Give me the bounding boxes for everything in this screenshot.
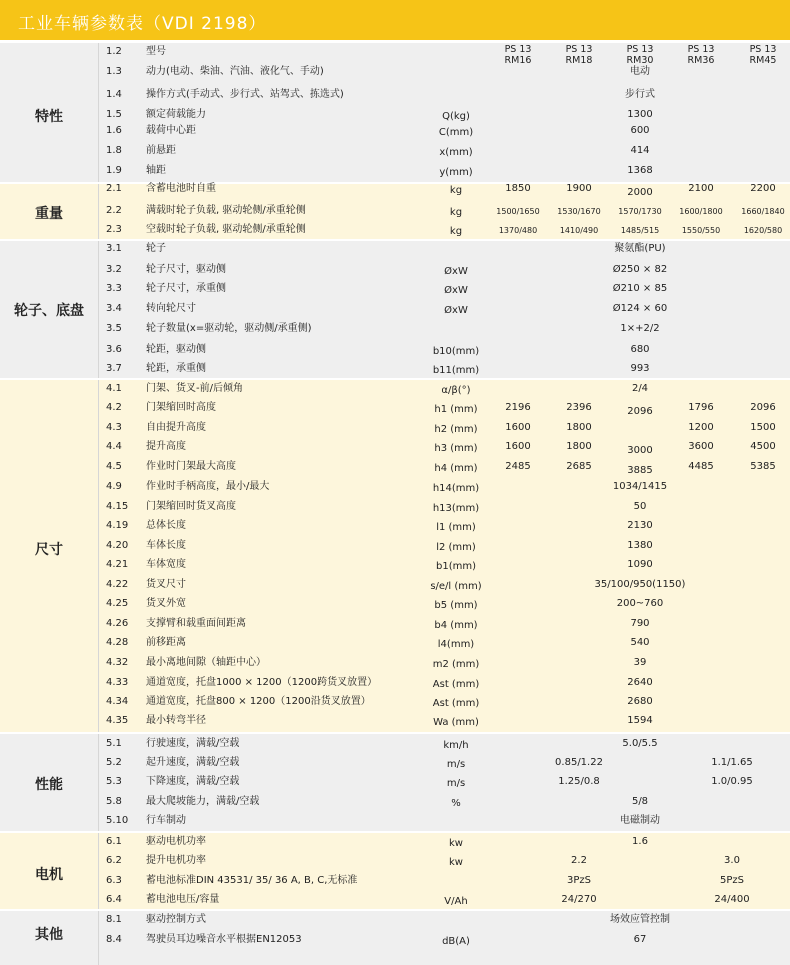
label-divider <box>98 910 99 965</box>
row-number: 1.2 <box>106 46 122 57</box>
row-number: 6.2 <box>106 855 122 866</box>
row-number: 3.6 <box>106 344 122 355</box>
row-item: 行车制动 <box>146 815 186 826</box>
row-item: 含蓄电池时自重 <box>146 183 216 194</box>
row-value: 1200 <box>688 422 714 433</box>
row-value: 步行式 <box>625 89 655 100</box>
row-item: 门架缩回时高度 <box>146 402 216 413</box>
row-value: 聚氨酯(PU) <box>614 243 666 254</box>
row-item: 轮子尺寸，承重侧 <box>146 283 226 294</box>
row-number: 4.25 <box>106 598 129 609</box>
row-value: 600 <box>630 125 650 136</box>
section-label: 尺寸 <box>35 542 63 558</box>
row-item: 车体长度 <box>146 540 186 551</box>
row-item: 轮距，驱动侧 <box>146 344 206 355</box>
row-value: 2096 <box>750 402 776 413</box>
row-item: 转向轮尺寸 <box>146 303 196 314</box>
row-value: 5385 <box>750 461 776 472</box>
row-number: 4.4 <box>106 441 122 452</box>
row-number: 4.20 <box>106 540 129 551</box>
row-value: 2200 <box>750 183 776 194</box>
row-item: 最小离地间隙（轴距中心） <box>146 657 266 668</box>
model-line1: PS 13 <box>687 44 715 55</box>
row-item: 通道宽度，托盘1000 × 1200（1200跨货叉放置） <box>146 677 378 688</box>
row-unit: b4 (mm) <box>434 620 478 631</box>
row-value: 电磁制动 <box>620 815 660 826</box>
row-unit: b1(mm) <box>436 561 476 572</box>
row-number: 4.3 <box>106 422 122 433</box>
row-item: 提升电机功率 <box>146 855 206 866</box>
row-unit: kg <box>449 226 463 237</box>
row-value: 680 <box>630 344 650 355</box>
row-item: 自由提升高度 <box>146 422 206 433</box>
row-number: 1.4 <box>106 89 122 100</box>
label-divider <box>98 42 99 183</box>
model-header <box>735 44 790 66</box>
row-unit: m/s <box>446 759 466 770</box>
row-value: 2196 <box>505 402 531 413</box>
row-unit: km/h <box>443 740 469 751</box>
row-value: 5.0/5.5 <box>622 738 658 749</box>
row-number: 4.9 <box>106 481 122 492</box>
label-divider <box>98 733 99 832</box>
row-item: 货叉外宽 <box>146 598 186 609</box>
row-item: 蓄电池电压/容量 <box>146 894 220 905</box>
row-item: 门架缩回时货叉高度 <box>146 501 236 512</box>
row-value: 67 <box>633 934 647 945</box>
row-value: 790 <box>630 618 650 629</box>
row-item: 驱动控制方式 <box>146 914 206 925</box>
row-unit: α/β(°) <box>441 385 471 396</box>
row-item: 轮距，承重侧 <box>146 363 206 374</box>
row-value: 1090 <box>627 559 653 570</box>
row-value: 1660/1840 <box>741 207 785 216</box>
row-unit: ØxW <box>444 285 468 296</box>
row-item: 操作方式(手动式、步行式、站驾式、拣选式) <box>146 89 344 100</box>
row-unit: b11(mm) <box>432 365 480 376</box>
section-separator <box>0 732 790 734</box>
row-unit: Ast (mm) <box>432 698 480 709</box>
section-label: 其他 <box>35 927 63 943</box>
model-line1: PS 13 <box>504 44 532 55</box>
row-item: 额定荷载能力 <box>146 109 206 120</box>
row-unit: l1 (mm) <box>436 522 476 533</box>
model-header <box>612 44 668 66</box>
row-item: 载荷中心距 <box>146 125 196 136</box>
row-item: 动力(电动、柴油、汽油、液化气、手动) <box>146 66 324 77</box>
row-item: 通道宽度，托盘800 × 1200（1200沿货叉放置） <box>146 696 371 707</box>
row-number: 6.1 <box>106 836 122 847</box>
row-value: 2685 <box>566 461 592 472</box>
row-value: 24/270 <box>561 894 597 905</box>
row-unit: kg <box>449 185 463 196</box>
row-value: 540 <box>630 637 650 648</box>
row-number: 4.35 <box>106 715 129 726</box>
row-item: 作业时门架最大高度 <box>146 461 236 472</box>
section-separator <box>0 909 790 911</box>
row-number: 2.3 <box>106 224 122 235</box>
row-item: 蓄电池标准DIN 43531/ 35/ 36 A, B, C,无标准 <box>146 875 358 886</box>
row-number: 5.2 <box>106 757 122 768</box>
row-value: 50 <box>633 501 647 512</box>
row-value: 电动 <box>630 66 650 77</box>
row-value: 2/4 <box>631 383 649 394</box>
row-number: 8.4 <box>106 934 122 945</box>
row-value: 2680 <box>627 696 653 707</box>
section-separator <box>0 831 790 833</box>
row-number: 4.33 <box>106 677 129 688</box>
row-value: 1.25/0.8 <box>558 776 600 787</box>
row-value: 1.0/0.95 <box>711 776 753 787</box>
model-line1: PS 13 <box>749 44 777 55</box>
row-number: 5.1 <box>106 738 122 749</box>
row-number: 4.28 <box>106 637 129 648</box>
row-value: 1600/1800 <box>679 207 723 216</box>
row-value: 1850 <box>505 183 531 194</box>
row-item: 空载时轮子负载, 驱动轮侧/承重轮侧 <box>146 224 306 235</box>
row-value: 3000 <box>627 445 653 456</box>
row-unit: dB(A) <box>442 936 470 947</box>
row-unit: s/e/l (mm) <box>430 581 482 592</box>
row-unit: h4 (mm) <box>434 463 478 474</box>
label-divider <box>98 240 99 379</box>
row-unit: y(mm) <box>439 167 473 178</box>
row-unit: Ast (mm) <box>432 679 480 690</box>
model-header <box>551 44 607 66</box>
row-number: 5.8 <box>106 796 122 807</box>
row-unit: kg <box>449 207 463 218</box>
row-number: 4.19 <box>106 520 129 531</box>
row-value: 1620/580 <box>743 226 783 235</box>
row-number: 4.34 <box>106 696 129 707</box>
row-item: 驱动电机功率 <box>146 836 206 847</box>
row-value: 2096 <box>627 406 653 417</box>
label-divider <box>98 183 99 240</box>
row-number: 4.15 <box>106 501 129 512</box>
section-separator <box>0 239 790 241</box>
row-value: 4500 <box>750 441 776 452</box>
row-value: 414 <box>630 145 650 156</box>
row-value: 2000 <box>627 187 653 198</box>
row-value: 1570/1730 <box>618 207 662 216</box>
row-number: 8.1 <box>106 914 122 925</box>
row-value: 场效应管控制 <box>610 914 670 925</box>
row-number: 1.8 <box>106 145 122 156</box>
row-value: 1410/490 <box>559 226 599 235</box>
row-item: 轴距 <box>146 165 166 176</box>
row-unit: V/Ah <box>444 896 468 907</box>
model-line2: RM45 <box>749 55 777 66</box>
row-value: 1485/515 <box>620 226 660 235</box>
row-value: 35/100/950(1150) <box>594 579 686 590</box>
row-value: 3600 <box>688 441 714 452</box>
row-value: 1300 <box>627 109 653 120</box>
row-number: 4.2 <box>106 402 122 413</box>
row-item: 型号 <box>146 46 166 57</box>
page-title: 工业车辆参数表（VDI 2198） <box>18 14 267 34</box>
row-value: 1530/1670 <box>557 207 601 216</box>
row-number: 3.1 <box>106 243 122 254</box>
row-item: 支撑臂和载重面间距离 <box>146 618 246 629</box>
row-value: 2396 <box>566 402 592 413</box>
row-value: 1034/1415 <box>612 481 668 492</box>
row-value: 2485 <box>505 461 531 472</box>
row-value: 1600 <box>505 441 531 452</box>
row-number: 1.6 <box>106 125 122 136</box>
row-value: 1800 <box>566 422 592 433</box>
row-item: 总体长度 <box>146 520 186 531</box>
row-value: 1×+2/2 <box>620 323 660 334</box>
row-item: 最小转弯半径 <box>146 715 206 726</box>
row-item: 起升速度，满载/空载 <box>146 757 240 768</box>
model-line2: RM36 <box>687 55 715 66</box>
row-item: 前移距离 <box>146 637 186 648</box>
row-item: 门架、货叉-前/后倾角 <box>146 383 243 394</box>
row-unit: C(mm) <box>438 127 474 138</box>
row-item: 满载时轮子负载, 驱动轮侧/承重轮侧 <box>146 205 306 216</box>
section-label: 重量 <box>35 206 63 222</box>
row-item: 行驶速度，满载/空载 <box>146 738 240 749</box>
row-unit: h14(mm) <box>432 483 480 494</box>
model-line2: RM16 <box>504 55 532 66</box>
section-separator <box>0 41 790 43</box>
row-value: 1500 <box>750 422 776 433</box>
model-line1: PS 13 <box>626 44 654 55</box>
row-number: 1.3 <box>106 66 122 77</box>
row-number: 4.26 <box>106 618 129 629</box>
label-divider <box>98 832 99 910</box>
row-value: 1900 <box>566 183 592 194</box>
title-bar <box>0 0 790 40</box>
section-label: 轮子、底盘 <box>14 303 84 319</box>
row-item: 驾驶员耳边噪音水平根据EN12053 <box>146 934 302 945</box>
row-number: 4.1 <box>106 383 122 394</box>
row-unit: h13(mm) <box>432 503 480 514</box>
row-item: 前悬距 <box>146 145 176 156</box>
row-value: 1600 <box>505 422 531 433</box>
row-value: 2100 <box>688 183 714 194</box>
row-number: 6.4 <box>106 894 122 905</box>
row-value: 1796 <box>688 402 714 413</box>
row-unit: % <box>451 798 461 809</box>
row-unit: ØxW <box>444 266 468 277</box>
row-number: 4.32 <box>106 657 129 668</box>
row-unit: h1 (mm) <box>434 404 478 415</box>
row-value: 1380 <box>627 540 653 551</box>
row-item: 作业时手柄高度，最小/最大 <box>146 481 270 492</box>
row-unit: h2 (mm) <box>434 424 478 435</box>
row-unit: l4(mm) <box>437 639 475 650</box>
row-item: 车体宽度 <box>146 559 186 570</box>
row-value: 2.2 <box>571 855 587 866</box>
row-value: 5/8 <box>631 796 649 807</box>
row-number: 5.10 <box>106 815 129 826</box>
row-value: 1550/550 <box>681 226 721 235</box>
row-unit: kw <box>449 857 463 868</box>
model-line2: RM30 <box>626 55 654 66</box>
section-label: 性能 <box>35 777 63 793</box>
model-line2: RM18 <box>565 55 593 66</box>
row-number: 2.1 <box>106 183 122 194</box>
row-value: 1370/480 <box>498 226 538 235</box>
row-value: 4485 <box>688 461 714 472</box>
row-item: 货叉尺寸 <box>146 579 186 590</box>
row-item: 提升高度 <box>146 441 186 452</box>
row-number: 1.5 <box>106 109 122 120</box>
row-unit: kw <box>449 838 463 849</box>
row-unit: b5 (mm) <box>434 600 478 611</box>
section-label: 特性 <box>35 109 63 125</box>
row-unit: x(mm) <box>439 147 473 158</box>
row-number: 3.7 <box>106 363 122 374</box>
section-separator <box>0 378 790 380</box>
row-number: 4.5 <box>106 461 122 472</box>
row-value: Ø124 × 60 <box>612 303 668 314</box>
label-divider <box>98 379 99 733</box>
model-header <box>490 44 546 66</box>
row-value: 1.1/1.65 <box>711 757 753 768</box>
row-unit: Q(kg) <box>442 111 470 122</box>
row-value: 1800 <box>566 441 592 452</box>
row-number: 2.2 <box>106 205 122 216</box>
row-unit: b10(mm) <box>432 346 480 357</box>
row-number: 4.22 <box>106 579 129 590</box>
row-number: 3.3 <box>106 283 122 294</box>
row-number: 3.4 <box>106 303 122 314</box>
row-unit: Wa (mm) <box>433 717 479 728</box>
row-value: 3.0 <box>724 855 740 866</box>
model-line1: PS 13 <box>565 44 593 55</box>
row-value: 1500/1650 <box>496 207 540 216</box>
row-value: 1.6 <box>632 836 648 847</box>
row-item: 轮子 <box>146 243 166 254</box>
row-value: 3PzS <box>567 875 591 886</box>
row-unit: m/s <box>446 778 466 789</box>
row-number: 3.2 <box>106 264 122 275</box>
model-header <box>673 44 729 66</box>
row-value: 3885 <box>627 465 653 476</box>
row-unit: m2 (mm) <box>432 659 480 670</box>
row-unit: h3 (mm) <box>434 443 478 454</box>
row-unit: l2 (mm) <box>436 542 476 553</box>
row-number: 6.3 <box>106 875 122 886</box>
row-number: 1.9 <box>106 165 122 176</box>
row-value: 5PzS <box>720 875 744 886</box>
row-value: 0.85/1.22 <box>555 757 603 768</box>
row-value: 200~760 <box>616 598 664 609</box>
row-value: 24/400 <box>714 894 750 905</box>
row-number: 3.5 <box>106 323 122 334</box>
row-item: 轮子尺寸，驱动侧 <box>146 264 226 275</box>
row-value: 2130 <box>627 520 653 531</box>
row-unit: ØxW <box>444 305 468 316</box>
row-item: 最大爬坡能力，满载/空载 <box>146 796 260 807</box>
row-value: 39 <box>633 657 647 668</box>
row-value: 2640 <box>627 677 653 688</box>
row-item: 轮子数量(x=驱动轮，驱动侧/承重侧) <box>146 323 312 334</box>
row-value: Ø210 × 85 <box>612 283 668 294</box>
row-number: 5.3 <box>106 776 122 787</box>
row-value: Ø250 × 82 <box>612 264 668 275</box>
row-value: 1594 <box>627 715 653 726</box>
row-value: 1368 <box>627 165 653 176</box>
row-value: 993 <box>630 363 650 374</box>
row-item: 下降速度，满载/空载 <box>146 776 240 787</box>
row-number: 4.21 <box>106 559 129 570</box>
section-label: 电机 <box>35 867 63 883</box>
